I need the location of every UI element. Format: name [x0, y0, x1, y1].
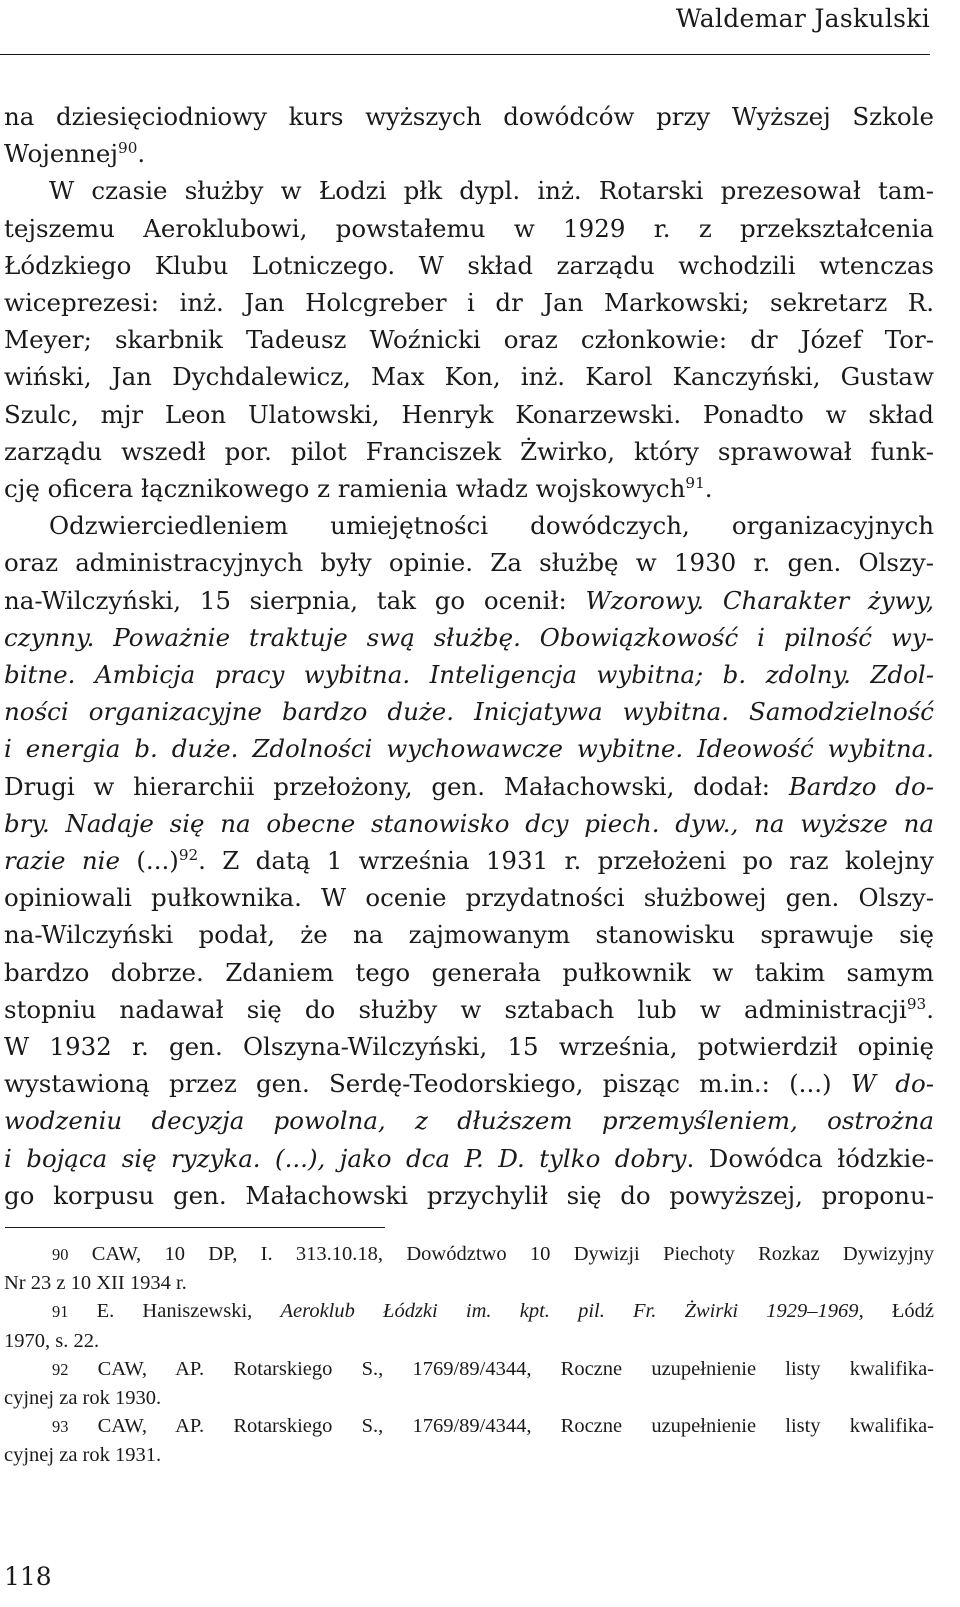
footnotes [4, 1240, 934, 1470]
footnote-number: 93 [52, 1417, 69, 1437]
footnote-line: Nr 23 z 10 XII 1934 r. [4, 1272, 187, 1295]
footnote-line: cyjnej za rok 1931. [4, 1444, 162, 1467]
text-line: Drugi w hierarchii przełożony, gen. Małachowski, dodał: Bardzo do- [4, 771, 934, 801]
text-line: ności organizacyjne bardzo duże. Inicjatywa wybitna. Samodzielność [4, 697, 934, 727]
running-header: Waldemar Jaskulski [675, 4, 930, 33]
text-line: Łódzkiego Klubu Lotniczego. W skład zarządu wchodzili wtenczas [4, 250, 934, 280]
text-line: razie nie (...)$^{92}$. Z datą 1 września 1931 r. przełożeni po raz kolejny [4, 845, 934, 876]
footnote-93: 93 CAW, AP. Rotarskiego S., 1769/89/4344, Roczne uzupełnienie listy kwalifika- [52, 1415, 934, 1438]
text-line: W czasie służby w Łodzi płk dypl. inż. Rotarski prezesował tam- [49, 176, 934, 206]
text-line: na dziesięciodniowy kurs wyższych dowódców przy Wyższej Szkole [4, 102, 934, 131]
text-line: bardzo dobrze. Zdaniem tego generała pułkownik w takim samym [4, 957, 934, 987]
text-line: tejszemu Aeroklubowi, powstałemu w 1929 r. z przekształcenia [4, 213, 934, 243]
text-line: zarządu wszedł por. pilot Franciszek Żwirko, który sprawował funk- [4, 436, 934, 466]
footnote-90: 90 CAW, 10 DP, I. 313.10.18, Dowództwo 10 Dywizji Piechoty Rozkaz Dywizyjny [52, 1243, 935, 1265]
text-line: W 1932 r. gen. Olszyna-Wilczyński, 15 września, potwierdził opinię [4, 1032, 934, 1062]
footnote-ref-91[interactable]: 91 [685, 473, 705, 492]
page-number: 118 [4, 1562, 52, 1591]
text-line: bitne. Ambicja pracy wybitna. Inteligencja wybitna; b. zdolny. Zdol- [4, 660, 934, 690]
text-line: Meyer; skarbnik Tadeusz Woźnicki oraz członkowie: dr Józef Tor- [4, 325, 934, 355]
footnote-line: cyjnej za rok 1930. [4, 1387, 162, 1410]
footnote-92: 92 CAW, AP. Rotarskiego S., 1769/89/4344, Roczne uzupełnienie listy kwalifika- [52, 1357, 934, 1380]
footnote-rule [5, 1227, 385, 1228]
text-line: go korpusu gen. Małachowski przychylił się do powyższej, proponu- [4, 1180, 934, 1210]
text-line: czynny. Poważnie traktuje swą służbę. Obowiązkowość i pilność wy- [4, 622, 934, 652]
footnote-line: 1970, s. 22. [4, 1329, 100, 1352]
text-line: Szulc, mjr Leon Ulatowski, Henryk Konarzewski. Ponadto w skład [4, 399, 934, 429]
footnote-ref-93[interactable]: 93 [906, 994, 927, 1013]
header-rule [0, 54, 930, 55]
text-line: wystawioną przez gen. Serdę-Teodorskiego, pisząc m.in.: (...) W do- [4, 1069, 934, 1099]
text-line: na-Wilczyński, 15 sierpnia, tak go ocenił: Wzorowy. Charakter żywy, [4, 585, 934, 615]
text-line: i bojąca się ryzyka. (...), jako dca P. D. tylko dobry. Dowódca łódzkie- [4, 1143, 934, 1173]
footnote-number: 90 [52, 1245, 69, 1264]
text-line: oraz administracyjnych były opinie. Za służbę w 1930 r. gen. Olszy- [4, 548, 934, 578]
text-line: na-Wilczyński podał, że na zajmowanym stanowisku sprawuje się [4, 920, 934, 950]
text-line: Wojennej$^{90}$. [4, 139, 146, 169]
text-line: stopniu nadawał się do służby w sztabach lub w administracji$^{93}$. [4, 994, 934, 1024]
text-line: bry. Nadaje się na obecne stanowisko dcy piech. dyw., na wyższe na [4, 808, 934, 838]
text-line: wiceprezesi: inż. Jan Holcgreber i dr Jan Markowski; sekretarz R. [4, 288, 934, 318]
main-text [4, 98, 934, 1214]
footnote-number: 92 [52, 1359, 69, 1379]
text-line: Odzwierciedleniem umiejętności dowódczych, organizacyjnych [49, 511, 934, 541]
text-line: wiński, Jan Dychdalewicz, Max Kon, inż. Karol Kanczyński, Gustaw [4, 362, 934, 392]
text-line: i energia b. duże. Zdolności wychowawcze wybitne. Ideowość wybitna. [4, 734, 934, 764]
text-line: opiniowali pułkownika. W ocenie przydatności służbowej gen. Olszy- [4, 883, 934, 913]
footnote-number: 91 [52, 1302, 69, 1322]
footnote-ref-92[interactable]: 92 [178, 845, 199, 864]
footnote-91: 91 E. Haniszewski, Aeroklub Łódzki im. kpt. pil. Fr. Żwirki 1929–1969, Łódź [52, 1300, 934, 1323]
text-line: wodzeniu decyzja powolna, z dłuższem przemyśleniem, ostrożna [4, 1106, 934, 1136]
footnote-ref-90[interactable]: 90 [118, 139, 138, 158]
text-line: cję oficera łącznikowego z ramienia władz wojskowych$^{91}$. [4, 473, 713, 504]
